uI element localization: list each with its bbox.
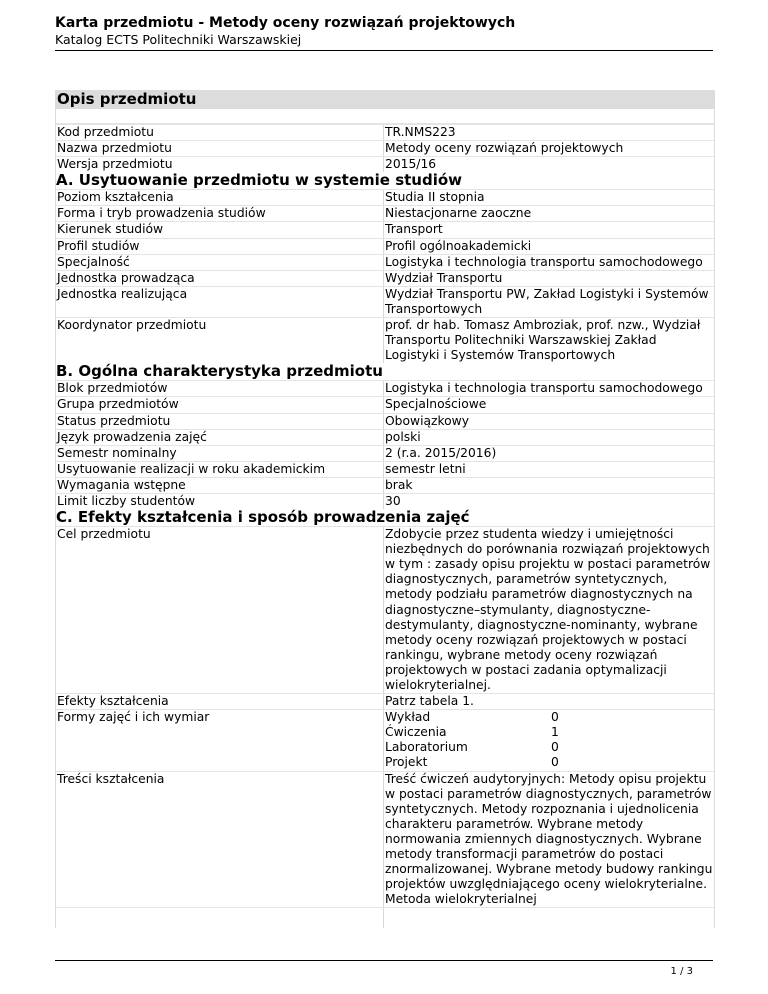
form-item (385, 740, 714, 755)
row-value: Obowiązkowy (383, 414, 714, 429)
row-label: Grupa przedmiotów (57, 397, 179, 412)
form-name: Laboratorium (385, 740, 468, 755)
document-title: Karta przedmiotu - Metody oceny rozwiązań projektowych (55, 15, 516, 31)
row-value: Logistyka i technologia transportu samochodowego (383, 255, 714, 270)
table-row (56, 771, 714, 908)
row-label: Limit liczby studentów (57, 493, 196, 508)
row-label: Poziom kształcenia (57, 190, 174, 205)
row-value: 2 (r.a. 2015/2016) (383, 446, 714, 461)
row-value: Treść ćwiczeń audytoryjnych: Metody opisu projektu w postaci parametrów diagnostycznych, parametrów syntetycznych. Metody rozpoznania i ujednolicenia charakteru parametrów. Wybrane metody normowania zmiennych diagnostycznych. Wybrane metody transformacji parametrów do postaci znormalizowanej. Wybrane metody budowy rankingu projektów uwzględniającego oceny wielokryterialne. Metoda wielokryterialnej (385, 771, 713, 907)
course-card (55, 90, 715, 928)
table-row (56, 205, 714, 221)
row-label: Kod przedmiotu (57, 125, 154, 139)
row-label: Treści kształcenia (57, 771, 165, 786)
table-row (56, 445, 714, 461)
form-hours: 0 (551, 710, 559, 725)
form-hours: 0 (551, 740, 559, 755)
row-label: Nazwa przedmiotu (57, 141, 172, 156)
row-label: Formy zajęć i ich wymiar (57, 710, 210, 725)
forms-list (383, 710, 714, 770)
row-label: Usytuowanie realizacji w roku akademickim (57, 461, 326, 476)
table-row (56, 189, 714, 205)
row-value: Zdobycie przez studenta wiedzy i umiejętności niezbędnych do porównania rozwiązań projektowych w tym : zasady opisu projektu w postaci parametrów diagnostycznych, parametrów syntetycznych, metody podziału parametrów diagnostycznych na diagnostyczne–stymulanty, diagnostyczne-destymulanty, diagnostyczne-nominanty, wybrane metody oceny rozwiązań projektowych w postaci rankingu, wybrane metody oceny rozwiązań projektowych w postaci zadania optymalizacji wielokryterialnej. (383, 527, 714, 693)
row-label: Semestr nominalny (57, 445, 177, 460)
form-hours: 1 (551, 725, 559, 740)
table-row-continuation (56, 907, 714, 928)
row-value: polski (383, 430, 714, 445)
row-value: brak (383, 478, 714, 493)
row-label: Jednostka realizująca (57, 286, 188, 301)
table-row (56, 238, 714, 254)
row-value: prof. dr hab. Tomasz Ambroziak, prof. nzw., Wydział Transportu Politechniki Warszawskiej Zakład Logistyki i Systemów Transportowych (383, 318, 714, 363)
row-label: Język prowadzenia zajęć (57, 429, 207, 444)
table-row (56, 461, 714, 477)
header-divider (55, 50, 713, 51)
document-subtitle: Katalog ECTS Politechniki Warszawskiej (55, 32, 302, 47)
row-value: semestr letni (383, 462, 714, 477)
table-row (56, 254, 714, 270)
row-label: Specjalność (57, 254, 130, 269)
row-value: Logistyka i technologia transportu samochodowego (383, 381, 714, 396)
form-name: Ćwiczenia (385, 725, 447, 740)
row-label: Cel przedmiotu (57, 527, 151, 542)
section-heading-a: A. Usytuowanie przedmiotu w systemie studiów (56, 171, 463, 190)
row-label: Jednostka prowadząca (57, 270, 195, 285)
form-hours: 0 (551, 755, 559, 770)
row-value: Patrz tabela 1. (383, 694, 714, 709)
section-heading-c: C. Efekty kształcenia i sposób prowadzenia zajęć (56, 508, 470, 527)
table-row (56, 156, 714, 172)
row-value: Profil ogólnoakademicki (383, 239, 714, 254)
page-number: 1 / 3 (670, 966, 693, 977)
table-row (56, 396, 714, 412)
row-label: Profil studiów (57, 238, 140, 253)
row-label: Koordynator przedmiotu (57, 318, 207, 333)
table-row (56, 693, 714, 709)
table-row (56, 413, 714, 429)
form-name: Projekt (385, 755, 428, 770)
row-label: Wersja przedmiotu (57, 157, 173, 172)
form-item (385, 755, 714, 770)
row-value: 30 (383, 494, 714, 509)
row-value: Wydział Transportu PW, Zakład Logistyki i Systemów Transportowych (383, 287, 714, 317)
table-row (56, 317, 714, 363)
row-label: Forma i tryb prowadzenia studiów (57, 206, 266, 221)
table-row (56, 270, 714, 286)
row-label: Blok przedmiotów (57, 381, 168, 396)
row-label: Status przedmiotu (57, 413, 171, 428)
row-value: 2015/16 (383, 157, 714, 172)
spacer-row (56, 109, 714, 124)
table-row (56, 124, 714, 140)
table-row (56, 380, 714, 396)
table-row (56, 477, 714, 493)
table-row (56, 221, 714, 237)
table-row (56, 526, 714, 693)
form-item (385, 725, 714, 740)
row-value: Niestacjonarne zaoczne (383, 206, 714, 221)
row-value: Metody oceny rozwiązań projektowych (383, 141, 714, 156)
row-label: Wymagania wstępne (57, 477, 186, 492)
table-row (56, 493, 714, 509)
row-value: Transport (383, 222, 714, 237)
table-row (56, 286, 714, 317)
table-row (56, 140, 714, 156)
row-value: Studia II stopnia (383, 190, 714, 205)
section-heading-b: B. Ogólna charakterystyka przedmiotu (56, 362, 383, 381)
row-label: Kierunek studiów (57, 222, 164, 237)
form-item (385, 710, 714, 725)
table-row (56, 429, 714, 445)
row-label: Efekty kształcenia (57, 694, 169, 709)
footer-divider (55, 960, 713, 961)
table-row (56, 709, 714, 770)
section-heading-opis: Opis przedmiotu (56, 90, 714, 109)
row-value: Wydział Transportu (383, 271, 714, 286)
row-value: Specjalnościowe (383, 397, 714, 412)
row-value: TR.NMS223 (383, 125, 714, 140)
form-name: Wykład (385, 710, 431, 725)
